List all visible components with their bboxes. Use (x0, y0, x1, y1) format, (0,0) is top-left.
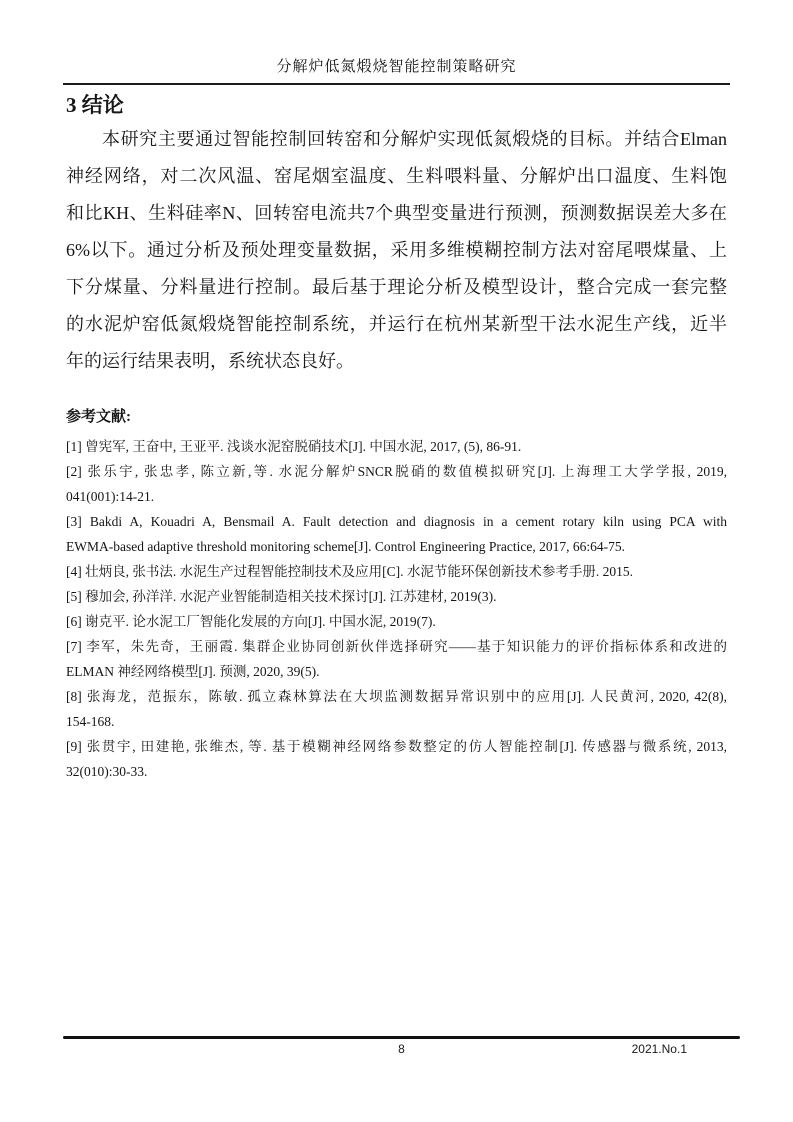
reference-lines (66, 609, 727, 634)
reference-line: [8] 张海龙，范振东，陈敏. 孤立森林算法在大坝监测数据异常识别中的应用[J]. 人民黄河, 2020, 42(8), (66, 689, 727, 704)
references-list (66, 434, 727, 784)
reference-item (66, 634, 727, 684)
paragraph-line: 的水泥炉窑低氮煅烧智能控制系统，并运行在杭州某新型干法水泥生产线，近半 (66, 314, 727, 334)
reference-item (66, 509, 727, 559)
reference-line: [9] 张贯宇, 田建艳, 张维杰, 等. 基于模糊神经网络参数整定的仿人智能控制[J]. 传感器与微系统, 2013, (66, 739, 727, 754)
reference-line: [4] 壮炳良, 张书法. 水泥生产过程智能控制技术及应用[C]. 水泥节能环保创新技术参考手册. 2015. (66, 564, 633, 579)
section-heading: 3 结论 (66, 93, 124, 117)
paragraph-line: 6%以下。通过分析及预处理变量数据，采用多维模糊控制方法对窑尾喂煤量、上 (66, 240, 727, 260)
reference-item (66, 459, 727, 509)
reference-lines (66, 509, 727, 559)
reference-lines (66, 584, 727, 609)
reference-line: [7] 李军，朱先奇，王丽霞. 集群企业协同创新伙伴选择研究——基于知识能力的评价指标体系和改进的 (66, 639, 727, 654)
issue-label: 2021.No.1 (631, 1042, 687, 1056)
reference-line: [5] 穆加会, 孙洋洋. 水泥产业智能制造相关技术探讨[J]. 江苏建材, 2019(3). (66, 589, 497, 604)
running-title: 分解炉低氮煅烧智能控制策略研究 (276, 59, 517, 75)
reference-line: 041(001):14-21. (66, 489, 155, 504)
paragraph-line: 年的运行结果表明，系统状态良好。 (66, 351, 354, 371)
reference-lines (66, 434, 727, 459)
reference-line: [3] Bakdi A, Kouadri A, Bensmail A. Fault detection and diagnosis in a cement rotary kiln using PCA with (66, 514, 727, 529)
reference-lines (66, 734, 727, 784)
reference-line: ELMAN 神经网络模型[J]. 预测, 2020, 39(5). (66, 664, 320, 679)
footer-rule (63, 1036, 740, 1039)
reference-line: [6] 谢克平. 论水泥工厂智能化发展的方向[J]. 中国水泥, 2019(7). (66, 614, 436, 629)
reference-item (66, 434, 727, 459)
paragraph-line: 本研究主要通过智能控制回转窑和分解炉实现低氮煅烧的目标。并结合Elman (102, 129, 727, 149)
paragraph-line: 神经网络，对二次风温、窑尾烟室温度、生料喂料量、分解炉出口温度、生料饱 (66, 166, 727, 186)
page-header (63, 0, 730, 85)
reference-lines (66, 684, 727, 734)
reference-line: 32(010):30-33. (66, 764, 148, 779)
paragraph-line: 和比KH、生料硅率N、回转窑电流共7个典型变量进行预测，预测数据误差大多在 (66, 203, 727, 223)
reference-item (66, 584, 727, 609)
page-number: 8 (398, 1042, 405, 1056)
footer-row (63, 1042, 740, 1058)
references-heading: 参考文献: (66, 409, 131, 425)
reference-line: [2] 张乐宇, 张忠孝, 陈立新,等. 水泥分解炉SNCR脱硝的数值模拟研究[J]. 上海理工大学学报, 2019, (66, 464, 727, 479)
reference-item (66, 559, 727, 584)
reference-item (66, 734, 727, 784)
conclusion-paragraph (66, 121, 727, 380)
reference-item (66, 609, 727, 634)
page-footer (63, 1036, 740, 1058)
reference-line: [1] 曾宪军, 王奋中, 王亚平. 浅谈水泥窑脱硝技术[J]. 中国水泥, 2017, (5), 86-91. (66, 439, 522, 454)
reference-item (66, 684, 727, 734)
paragraph-line: 下分煤量、分料量进行控制。最后基于理论分析及模型设计，整合完成一套完整 (66, 277, 727, 297)
reference-lines (66, 559, 727, 584)
reference-lines (66, 459, 727, 509)
reference-lines (66, 634, 727, 684)
reference-line: EWMA-based adaptive threshold monitoring scheme[J]. Control Engineering Practice, 2017, 66:64-75. (66, 539, 625, 554)
reference-line: 154-168. (66, 714, 115, 729)
